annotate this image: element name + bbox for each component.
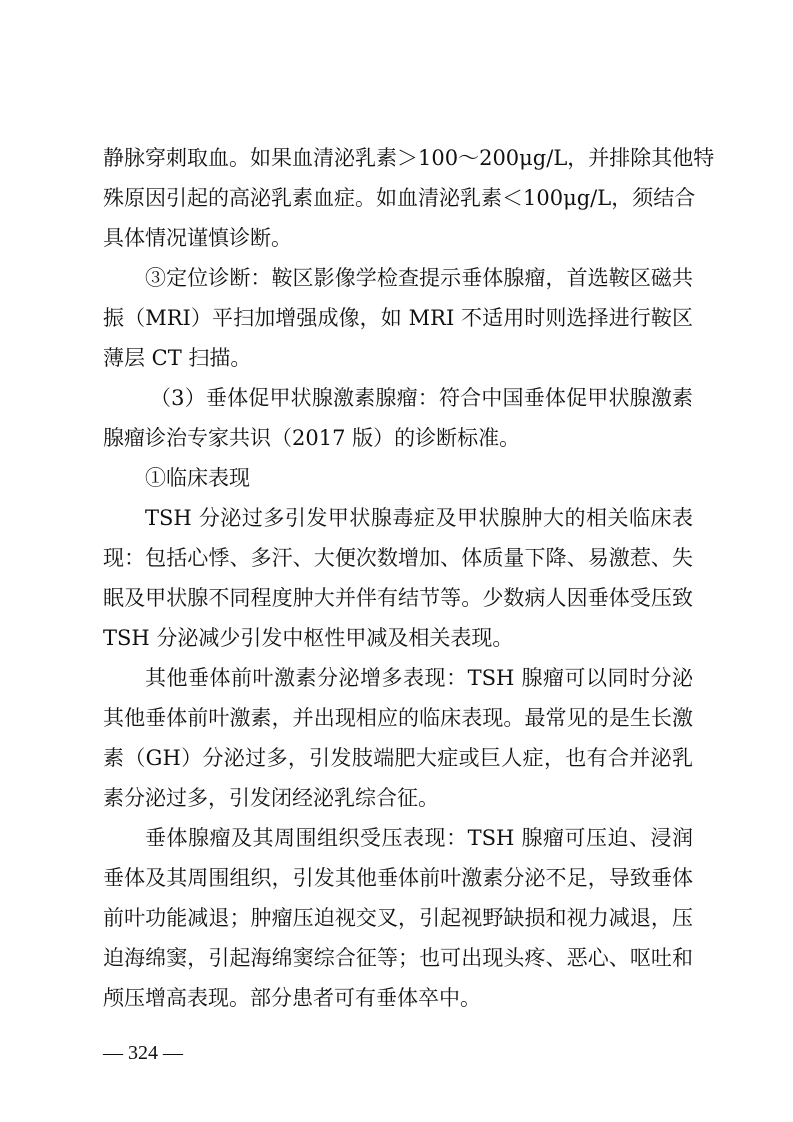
text-line: （3）垂体促甲状腺激素腺瘤：符合中国垂体促甲状腺激素 <box>150 386 693 410</box>
text-line: 颅压增高表现。部分患者可有垂体卒中。 <box>103 986 481 1010</box>
text-line: 殊原因引起的高泌乳素血症。如血清泌乳素＜100μg/L，须结合 <box>103 186 696 210</box>
text-line: TSH 分泌减少引发中枢性甲减及相关表现。 <box>103 626 514 650</box>
text-line: 垂体及其周围组织，引发其他垂体前叶激素分泌不足，导致垂体 <box>103 866 693 890</box>
text-line: 眠及甲状腺不同程度肿大并伴有结节等。少数病人因垂体受压致 <box>103 586 693 610</box>
text-line: TSH 分泌过多引发甲状腺毒症及甲状腺肿大的相关临床表 <box>145 506 693 530</box>
text-line: 具体情况谨慎诊断。 <box>103 226 292 250</box>
text-line: 现：包括心悸、多汗、大便次数增加、体质量下降、易激惹、失 <box>103 546 693 570</box>
text-line: 其他垂体前叶激素，并出现相应的临床表现。最常见的是生长激 <box>103 706 693 730</box>
text-line: 振（MRI）平扫加增强成像，如 MRI 不适用时则选择进行鞍区 <box>103 306 693 330</box>
text-line: 迫海绵窦，引起海绵窦综合征等；也可出现头疼、恶心、呕吐和 <box>103 946 693 970</box>
text-line: 腺瘤诊治专家共识（2017 版）的诊断标准。 <box>103 426 521 450</box>
text-line: 素分泌过多，引发闭经泌乳综合征。 <box>103 786 439 810</box>
text-line: 静脉穿刺取血。如果血清泌乳素＞100～200μg/L，并排除其他特 <box>103 146 715 170</box>
text-line: 素（GH）分泌过多，引发肢端肥大症或巨人症，也有合并泌乳 <box>103 746 693 770</box>
text-line: ③定位诊断：鞍区影像学检查提示垂体腺瘤，首选鞍区磁共 <box>145 266 693 290</box>
text-line: 垂体腺瘤及其周围组织受压表现：TSH 腺瘤可压迫、浸润 <box>145 826 693 850</box>
text-line: 前叶功能减退；肿瘤压迫视交叉，引起视野缺损和视力减退，压 <box>103 906 693 930</box>
text-line: 其他垂体前叶激素分泌增多表现：TSH 腺瘤可以同时分泌 <box>145 666 693 690</box>
section-heading: ①临床表现 <box>145 466 250 490</box>
text-line: 薄层 CT 扫描。 <box>103 346 252 370</box>
page-number: — 324 — <box>103 1042 183 1064</box>
